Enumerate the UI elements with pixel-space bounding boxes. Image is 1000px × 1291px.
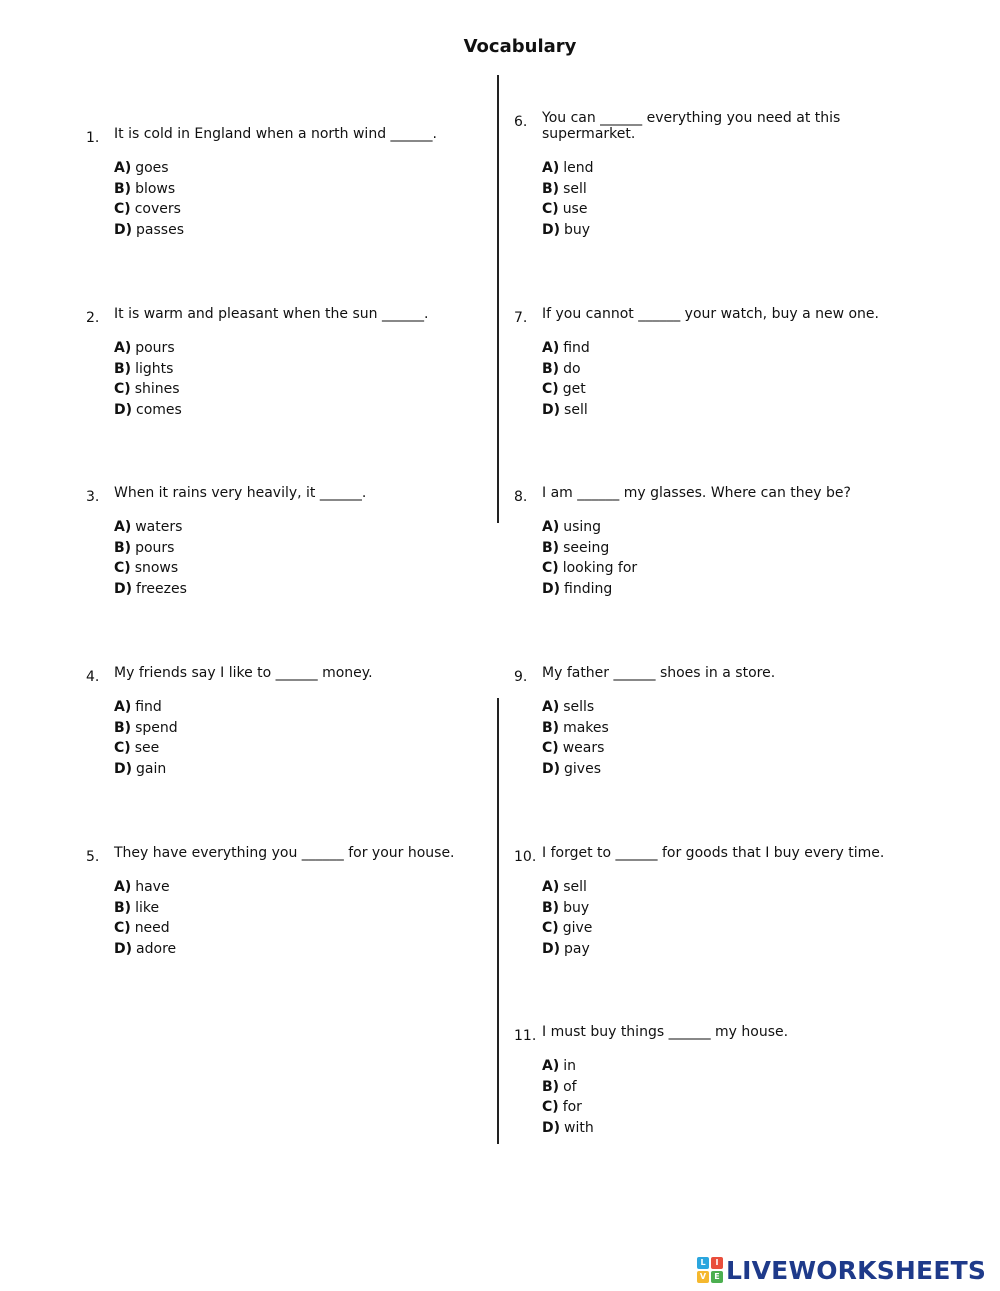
option-b[interactable]: B) of [542,1078,577,1095]
question-text: It is warm and pleasant when the sun ______. [114,306,429,322]
option-d[interactable]: D) gives [542,761,601,778]
answer-options [542,158,594,241]
option-a[interactable]: A) sells [542,699,595,715]
answer-options [114,517,187,600]
answer-options [114,158,184,241]
answer-options [114,877,176,960]
question-number: 7. [514,310,528,326]
option-c[interactable]: C) looking for [542,560,638,577]
option-d[interactable]: D) buy [542,222,591,239]
option-c[interactable]: C) covers [114,201,181,218]
answer-options [542,697,609,780]
question-text: I forget to ______ for goods that I buy every time. [542,845,885,861]
option-b[interactable]: B) like [114,899,160,916]
column-divider-top [497,75,499,523]
option-a[interactable]: A) have [114,879,170,895]
option-c[interactable]: C) give [542,920,593,937]
option-d[interactable]: D) comes [114,402,182,419]
option-a[interactable]: A) find [542,340,590,356]
question-number: 11. [514,1028,537,1044]
option-d[interactable]: D) passes [114,222,184,239]
option-a[interactable]: A) in [542,1058,576,1074]
option-d[interactable]: D) sell [542,402,588,419]
option-c[interactable]: C) use [542,201,588,218]
question-number: 2. [86,310,100,326]
question-text: I must buy things ______ my house. [542,1024,789,1040]
question-text: My friends say I like to ______ money. [114,665,373,681]
question-text: When it rains very heavily, it ______. [114,485,367,501]
answer-options [542,338,590,421]
question-text: If you cannot ______ your watch, buy a new one. [542,306,879,322]
question-number: 10. [514,849,537,865]
question-number: 5. [86,849,100,865]
option-b[interactable]: B) blows [114,180,176,197]
answer-options [542,517,637,600]
question-number: 4. [86,669,100,685]
option-c[interactable]: C) snows [114,560,179,577]
logo-tile: E [711,1271,723,1283]
option-c[interactable]: C) shines [114,381,180,398]
option-a[interactable]: A) lend [542,160,594,176]
option-c[interactable]: C) need [114,920,170,937]
question-text: It is cold in England when a north wind ______. [114,126,437,142]
question-number: 9. [514,669,528,685]
question-number: 6. [514,114,528,130]
option-d[interactable]: D) with [542,1120,594,1137]
option-b[interactable]: B) makes [542,719,609,736]
option-d[interactable]: D) adore [114,941,177,958]
option-c[interactable]: C) wears [542,740,605,757]
option-d[interactable]: D) pay [542,941,590,958]
question-text: I am ______ my glasses. Where can they be? [542,485,851,501]
option-a[interactable]: A) waters [114,519,183,535]
question-text: My father ______ shoes in a store. [542,665,776,681]
option-c[interactable]: C) for [542,1099,582,1116]
question-number: 3. [86,489,100,505]
page-title: Vocabulary [463,36,577,57]
option-a[interactable]: A) sell [542,879,587,895]
answer-options [114,697,178,780]
option-a[interactable]: A) goes [114,160,169,176]
option-b[interactable]: B) lights [114,360,174,377]
option-b[interactable]: B) do [542,360,581,377]
option-b[interactable]: B) pours [114,539,175,556]
option-b[interactable]: B) buy [542,899,590,916]
option-c[interactable]: C) see [114,740,160,757]
option-a[interactable]: A) pours [114,340,175,356]
question-number: 8. [514,489,528,505]
option-a[interactable]: A) find [114,699,162,715]
option-d[interactable]: D) gain [114,761,167,778]
logo-tile: V [697,1271,709,1283]
option-d[interactable]: D) finding [542,581,613,598]
question-text: They have everything you ______ for your house. [114,845,455,861]
option-b[interactable]: B) sell [542,180,587,197]
liveworksheets-logo [697,1256,986,1284]
logo-tile: L [697,1257,709,1269]
option-a[interactable]: A) using [542,519,602,535]
option-c[interactable]: C) get [542,381,586,398]
option-d[interactable]: D) freezes [114,581,187,598]
logo-mark-icon [697,1257,723,1283]
question-text: You can ______ everything you need at this supermarket. [542,110,841,142]
answer-options [114,338,182,421]
answer-options [542,1056,594,1139]
question-number: 1. [86,130,100,146]
option-b[interactable]: B) spend [114,719,178,736]
answer-options [542,877,592,960]
logo-tile: I [711,1257,723,1269]
column-divider-bottom [497,698,499,1144]
brand-name: LIVEWORKSHEETS [726,1255,987,1285]
option-b[interactable]: B) seeing [542,539,610,556]
